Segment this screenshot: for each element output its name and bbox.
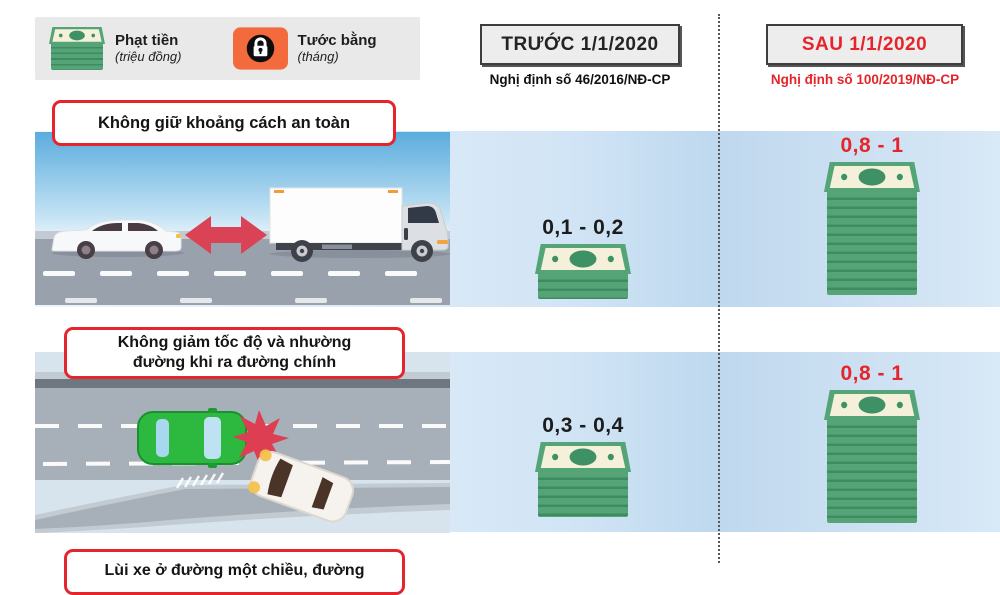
row2-fine-after-value: 0,8 - 1 xyxy=(840,362,904,385)
legend-panel xyxy=(35,17,420,80)
violation-label-2: Không giảm tốc độ và nhường đường khi ra đường chính xyxy=(64,327,405,379)
green-car xyxy=(138,408,246,468)
row1-fine-before xyxy=(528,216,638,299)
row1-fine-after-value: 0,8 - 1 xyxy=(840,134,904,157)
row2-fine-before xyxy=(528,414,638,517)
row2-illustration xyxy=(35,352,450,533)
car-truck-distance-scene xyxy=(35,132,450,305)
row1-fine-before-value: 0,1 - 0,2 xyxy=(542,216,624,239)
legend-license-unit: (tháng) xyxy=(297,48,339,64)
money-stack-tall xyxy=(824,162,920,295)
money-stack-body xyxy=(51,43,104,70)
row1-illustration xyxy=(35,132,450,305)
header-before: TRƯỚC 1/1/2020 xyxy=(480,24,680,65)
row2-fine-before-value: 0,3 - 0,4 xyxy=(542,414,624,437)
violation-label-1: Không giữ khoảng cách an toàn xyxy=(52,100,396,146)
legend-fine-unit: (triệu đồng) xyxy=(115,48,182,64)
decree-after: Nghị định số 100/2019/NĐ-CP xyxy=(770,72,960,87)
junction-collision-scene xyxy=(35,352,450,533)
money-stack-tall xyxy=(824,390,920,523)
column-divider xyxy=(718,14,720,563)
legend-fine-label: Phạt tiền xyxy=(115,32,179,50)
decree-before: Nghị định số 46/2016/NĐ-CP xyxy=(489,72,671,87)
money-stack-medium xyxy=(535,442,631,517)
row2-fine-after xyxy=(817,362,927,523)
money-stack-icon xyxy=(49,27,105,70)
legend-item-fine xyxy=(49,27,223,70)
violation-label-3: Lùi xe ở đường một chiều, đường xyxy=(64,549,405,595)
money-bill-icon xyxy=(49,27,105,44)
legend-license-label: Tước bằng xyxy=(297,32,377,50)
lock-icon xyxy=(233,27,288,70)
legend-item-license xyxy=(233,27,407,70)
row1-fine-after xyxy=(817,134,927,295)
money-stack-small xyxy=(535,244,631,299)
header-after: SAU 1/1/2020 xyxy=(766,24,963,65)
